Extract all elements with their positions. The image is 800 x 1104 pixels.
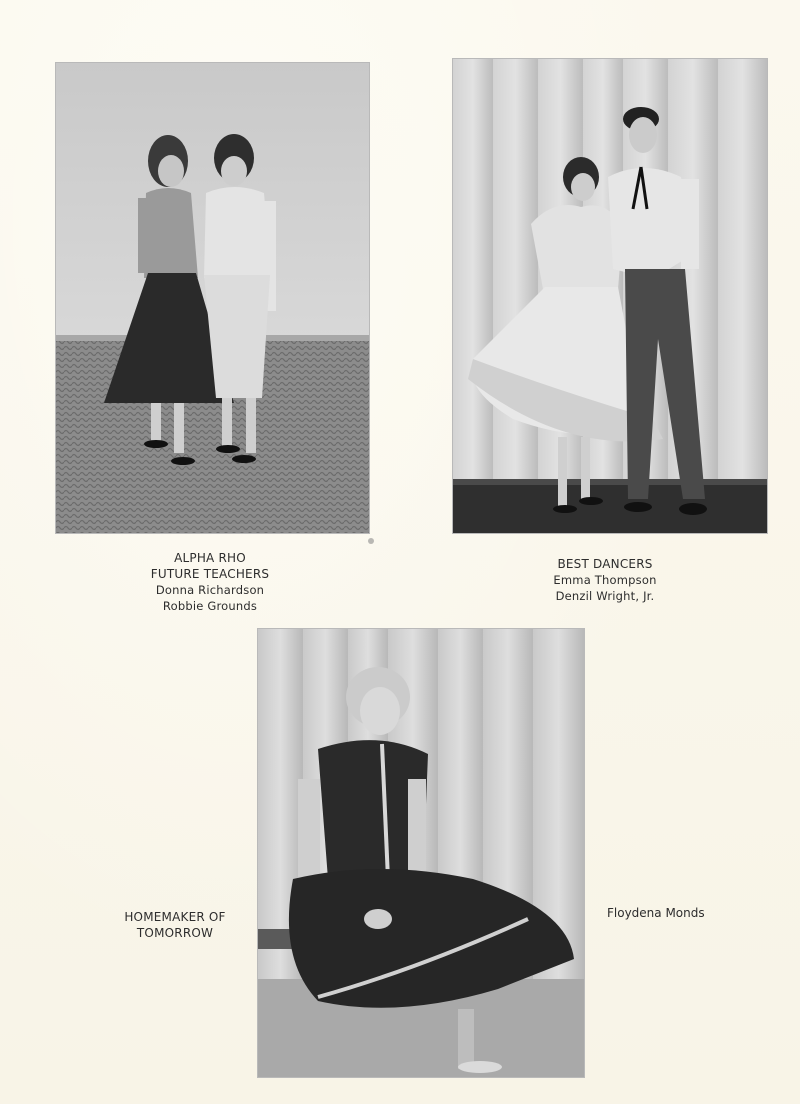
caption-homemaker — [100, 909, 250, 941]
caption-name-1: Emma Thompson — [553, 573, 657, 587]
caption-title-line-2: TOMORROW — [136, 926, 214, 940]
caption-name-1: Donna Richardson — [155, 583, 265, 597]
caption-best-dancers — [505, 556, 705, 604]
caption-alpha-rho — [110, 550, 310, 614]
caption-name-2: Robbie Grounds — [162, 599, 258, 613]
caption-name-floydena-monds: Floydena Monds — [607, 906, 705, 920]
caption-name-2: Denzil Wright, Jr. — [555, 589, 655, 603]
photo-best-dancers — [452, 58, 768, 534]
photo-homemaker-of-tomorrow — [257, 628, 585, 1078]
caption-title-line-1: HOMEMAKER OF — [124, 910, 226, 924]
photo-alpha-rho-future-teachers — [55, 62, 370, 534]
page-mark — [368, 538, 374, 544]
caption-title: BEST DANCERS — [557, 557, 653, 571]
caption-title-line-2: FUTURE TEACHERS — [150, 567, 270, 581]
caption-title-line-1: ALPHA RHO — [174, 551, 246, 565]
